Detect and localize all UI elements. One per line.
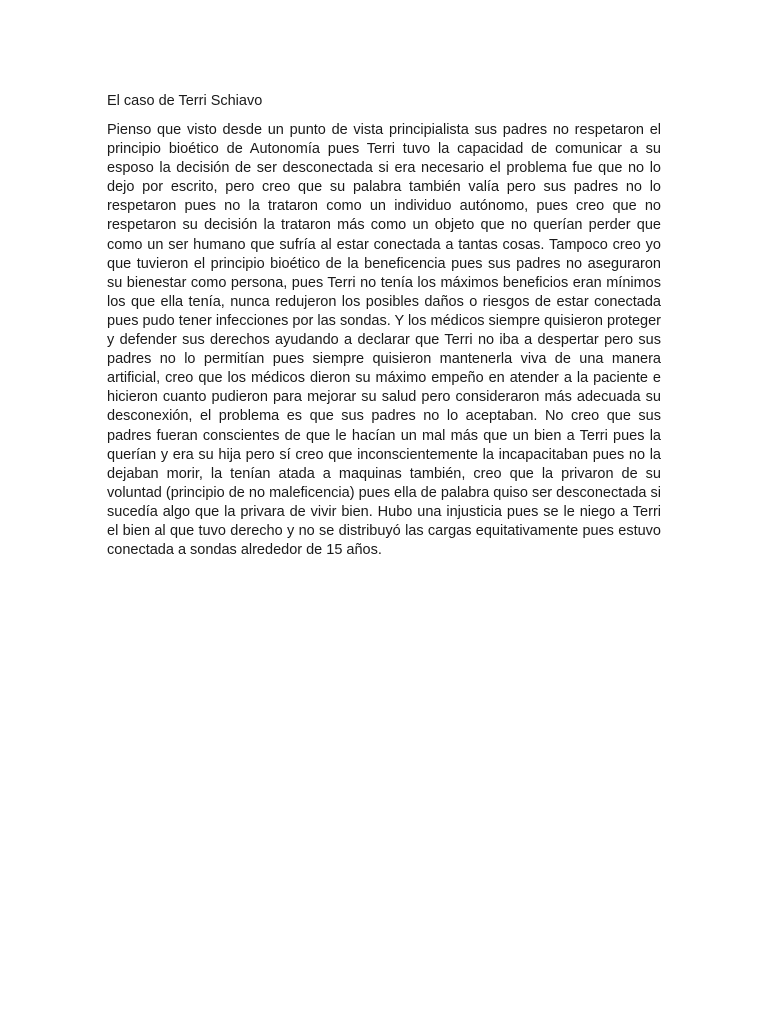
document-paragraph: Pienso que visto desde un punto de vista principialista sus padres no respetaron el principio bioético de Autonomía pues Terri tuvo la capacidad de comunicar a su esposo la decisión de ser desconectada si era necesario el problema fue que no lo dejo por escrito, pero creo que su palabra también valía pero sus padres no lo respetaron pues no la trataron como un individuo autónomo, pues creo que no respetaron su decisión la trataron más como un objeto que no querían perder que como un ser humano que sufría al estar conectada a tantas cosas. Tampoco creo yo que tuvieron el principio bioético de la beneficencia pues sus padres no aseguraron su bienestar como persona, pues Terri no tenía los máximos beneficios eran mínimos los que ella tenía, nunca redujeron los posibles daños o riesgos de estar conectada pues pudo tener infecciones por las sondas. Y los médicos siempre quisieron proteger y defender sus derechos ayudando a declarar que Terri no iba a despertar pero sus padres no lo permitían pues siempre quisieron mantenerla viva de una manera artificial, creo que los médicos dieron su máximo empeño en atender a la paciente e hicieron cuanto pudieron para mejorar su salud pero consideraron más adecuada su desconexión, el problema es que sus padres no lo aceptaban. No creo que sus padres fueran conscientes de que le hacían un mal más que un bien a Terri pues la querían y era su hija pero sí creo que inconscientemente la incapacitaban pues no la dejaban morir, la tenían atada a maquinas también, creo que la privaron de su voluntad (principio de no maleficencia) pues ella de palabra quiso ser desconectada si sucedía algo que la privara de vivir bien. Hubo una injusticia pues se le niego a Terri el bien al que tuvo derecho y no se distribuyó las cargas equitativamente pues estuvo conectada a sondas alrededor de 15 años. [107, 122, 662, 559]
document-title: El caso de Terri Schiavo [107, 93, 263, 109]
